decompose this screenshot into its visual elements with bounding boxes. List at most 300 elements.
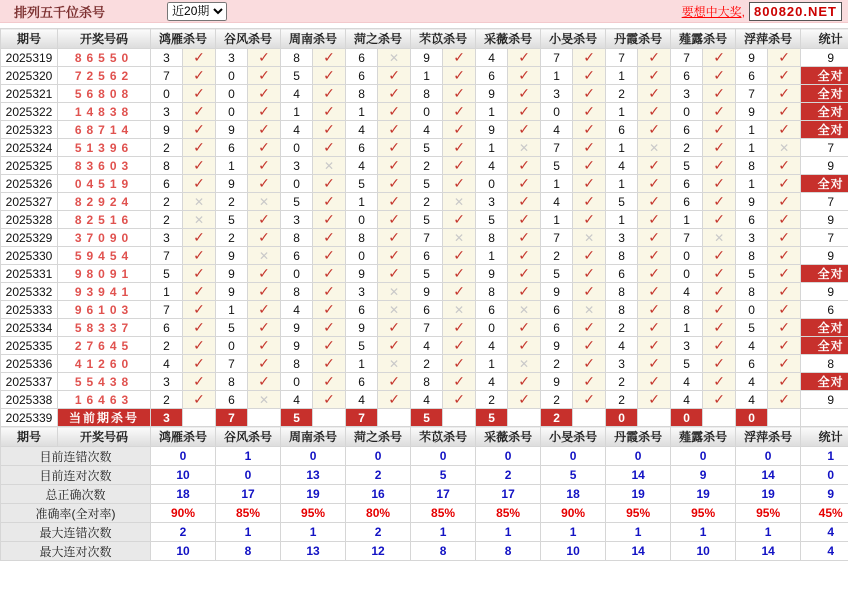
- kill-number-cell: 2: [606, 373, 638, 391]
- check-icon: ✓: [183, 85, 216, 103]
- topbar: [0, 0, 848, 23]
- check-icon: ✓: [183, 103, 216, 121]
- expert-column-header: 采薇杀号: [476, 29, 541, 49]
- kill-number-cell: 0: [476, 319, 508, 337]
- footer-stat-value: 17: [411, 485, 476, 504]
- current-kill-badge: 7: [216, 409, 248, 427]
- check-icon: ✓: [508, 373, 541, 391]
- check-icon: ✓: [508, 175, 541, 193]
- footer-stat-row: [1, 466, 848, 485]
- check-icon: ✓: [703, 355, 736, 373]
- check-icon: ✓: [183, 121, 216, 139]
- footer-stat-value: 1: [216, 447, 281, 466]
- kill-number-cell: 4: [281, 85, 313, 103]
- kill-number-cell: 4: [346, 391, 378, 409]
- draw-number-cell: 82924: [58, 193, 151, 211]
- check-icon: ✓: [703, 319, 736, 337]
- kill-number-cell: 4: [411, 391, 443, 409]
- kill-number-cell: 7: [541, 229, 573, 247]
- footer-stat-value: 19: [606, 485, 671, 504]
- footer-stat-value: 14: [606, 542, 671, 561]
- kill-number-cell: 2: [151, 211, 183, 229]
- stat-cell: 9: [801, 211, 848, 229]
- period-cell: 2025332: [1, 283, 58, 301]
- footer-stat-value: 18: [151, 485, 216, 504]
- check-icon: ✓: [443, 49, 476, 67]
- check-icon: ✓: [183, 265, 216, 283]
- kill-number-cell: 9: [736, 49, 768, 67]
- check-icon: ✓: [768, 85, 801, 103]
- check-icon: ✓: [508, 229, 541, 247]
- footer-stat-label: 准确率(全对率): [1, 504, 151, 523]
- kill-number-cell: 3: [606, 229, 638, 247]
- cross-icon: ✕: [443, 301, 476, 319]
- footer-stat-value: 14: [736, 542, 801, 561]
- check-icon: ✓: [768, 157, 801, 175]
- check-icon: ✓: [443, 391, 476, 409]
- kill-number-cell: 4: [411, 121, 443, 139]
- kill-number-cell: 9: [736, 193, 768, 211]
- kill-number-cell: 8: [281, 229, 313, 247]
- kill-number-cell: 5: [411, 211, 443, 229]
- stat-cell: 7: [801, 229, 848, 247]
- kill-number-cell: 3: [151, 103, 183, 121]
- kill-number-cell: 4: [541, 193, 573, 211]
- draw-number-cell: 98091: [58, 265, 151, 283]
- check-icon: ✓: [573, 67, 606, 85]
- period-cell: 2025327: [1, 193, 58, 211]
- check-icon: ✓: [703, 193, 736, 211]
- kill-number-cell: 4: [736, 391, 768, 409]
- kill-number-cell: 4: [346, 121, 378, 139]
- kill-number-cell: 7: [151, 247, 183, 265]
- check-icon: ✓: [313, 265, 346, 283]
- check-icon: ✓: [703, 373, 736, 391]
- table-row: [1, 211, 848, 229]
- kill-number-cell: 5: [346, 337, 378, 355]
- draw-number-cell: 96103: [58, 301, 151, 319]
- kill-number-cell: 5: [736, 265, 768, 283]
- check-icon: ✓: [313, 283, 346, 301]
- empty-mark-cell: [313, 409, 346, 427]
- kill-number-cell: 2: [151, 139, 183, 157]
- draw-number-cell: 55438: [58, 373, 151, 391]
- check-icon: ✓: [768, 265, 801, 283]
- draw-number-cell: 58337: [58, 319, 151, 337]
- range-select[interactable]: [167, 2, 227, 21]
- kill-number-cell: 6: [346, 67, 378, 85]
- promo-link[interactable]: 要想中大奖,: [681, 4, 745, 19]
- period-cell: 2025324: [1, 139, 58, 157]
- check-icon: ✓: [768, 247, 801, 265]
- kill-number-cell: 3: [151, 229, 183, 247]
- kill-number-cell: 3: [671, 337, 703, 355]
- footer-stat-value: 8: [476, 542, 541, 561]
- kill-number-cell: 1: [606, 67, 638, 85]
- draw-number-cell: 59454: [58, 247, 151, 265]
- draw-number-cell: 82516: [58, 211, 151, 229]
- check-icon: ✓: [248, 175, 281, 193]
- page-title: 排列五千位杀号: [14, 4, 106, 20]
- check-icon: ✓: [638, 49, 671, 67]
- stat-cell: 6: [801, 301, 848, 319]
- check-icon: ✓: [183, 319, 216, 337]
- kill-number-cell: 7: [411, 319, 443, 337]
- check-icon: ✓: [638, 283, 671, 301]
- check-icon: ✓: [638, 355, 671, 373]
- check-icon: ✓: [638, 85, 671, 103]
- table-row: [1, 391, 848, 409]
- current-kill-badge: 3: [151, 409, 183, 427]
- check-icon: ✓: [378, 247, 411, 265]
- cross-icon: ✕: [768, 139, 801, 157]
- kill-number-cell: 5: [281, 67, 313, 85]
- check-icon: ✓: [638, 301, 671, 319]
- kill-number-cell: 6: [411, 301, 443, 319]
- kill-number-cell: 1: [346, 103, 378, 121]
- kill-number-cell: 8: [281, 283, 313, 301]
- kill-number-cell: 2: [151, 337, 183, 355]
- cross-icon: ✕: [638, 139, 671, 157]
- check-icon: ✓: [378, 85, 411, 103]
- empty-mark-cell: [703, 409, 736, 427]
- check-icon: ✓: [183, 139, 216, 157]
- check-icon: ✓: [183, 247, 216, 265]
- kill-number-cell: 9: [476, 121, 508, 139]
- kill-number-cell: 0: [346, 211, 378, 229]
- period-cell: 2025326: [1, 175, 58, 193]
- check-icon: ✓: [508, 49, 541, 67]
- check-icon: ✓: [508, 283, 541, 301]
- footer-stat-value: 0: [541, 447, 606, 466]
- kill-number-cell: 3: [671, 85, 703, 103]
- check-icon: ✓: [638, 373, 671, 391]
- footer-stat-row: [1, 542, 848, 561]
- kill-number-cell: 1: [736, 139, 768, 157]
- kill-number-cell: 8: [411, 373, 443, 391]
- check-icon: ✓: [183, 157, 216, 175]
- kill-number-cell: 7: [541, 139, 573, 157]
- kill-number-cell: 2: [151, 391, 183, 409]
- check-icon: ✓: [378, 265, 411, 283]
- kill-number-cell: 7: [411, 229, 443, 247]
- expert-column-header: 周南杀号: [281, 29, 346, 49]
- check-icon: ✓: [508, 157, 541, 175]
- kill-number-cell: 7: [541, 49, 573, 67]
- kill-number-cell: 7: [736, 85, 768, 103]
- kill-number-cell: 3: [476, 193, 508, 211]
- kill-number-cell: 6: [346, 49, 378, 67]
- check-icon: ✓: [443, 337, 476, 355]
- kill-number-cell: 5: [476, 211, 508, 229]
- check-icon: ✓: [443, 319, 476, 337]
- table-row: [1, 229, 848, 247]
- kill-number-cell: 4: [671, 373, 703, 391]
- check-icon: ✓: [508, 247, 541, 265]
- stat-column-header: 统计: [801, 29, 848, 49]
- check-icon: ✓: [703, 301, 736, 319]
- kill-number-cell: 0: [281, 373, 313, 391]
- draw-number-cell: 04519: [58, 175, 151, 193]
- kill-number-cell: 8: [736, 157, 768, 175]
- empty-mark-cell: [378, 409, 411, 427]
- stat-cell: 7: [801, 139, 848, 157]
- empty-mark-cell: [573, 409, 606, 427]
- table-header-row: [1, 29, 848, 49]
- check-icon: ✓: [378, 337, 411, 355]
- current-kill-badge: 5: [411, 409, 443, 427]
- footer-stat-value: 95%: [671, 504, 736, 523]
- check-icon: ✓: [573, 355, 606, 373]
- table-row: [1, 265, 848, 283]
- kill-number-cell: 1: [606, 211, 638, 229]
- empty-mark-cell: [248, 409, 281, 427]
- check-icon: ✓: [638, 247, 671, 265]
- check-icon: ✓: [443, 139, 476, 157]
- check-icon: ✓: [313, 337, 346, 355]
- period-cell: 2025328: [1, 211, 58, 229]
- kill-number-cell: 8: [216, 373, 248, 391]
- kill-number-cell: 0: [671, 103, 703, 121]
- draw-number-cell: 56808: [58, 85, 151, 103]
- kill-number-cell: 2: [151, 193, 183, 211]
- period-cell: 2025335: [1, 337, 58, 355]
- check-icon: ✓: [313, 319, 346, 337]
- check-icon: ✓: [768, 229, 801, 247]
- check-icon: ✓: [768, 283, 801, 301]
- check-icon: ✓: [573, 175, 606, 193]
- check-icon: ✓: [443, 283, 476, 301]
- kill-number-cell: 8: [671, 301, 703, 319]
- table-row: [1, 175, 848, 193]
- cross-icon: ✕: [508, 355, 541, 373]
- check-icon: ✓: [703, 121, 736, 139]
- kill-number-cell: 5: [411, 139, 443, 157]
- check-icon: ✓: [768, 355, 801, 373]
- expert-column-header: 薤露杀号: [671, 427, 736, 447]
- check-icon: ✓: [248, 121, 281, 139]
- check-icon: ✓: [638, 337, 671, 355]
- footer-stat-value: 0: [606, 447, 671, 466]
- full-correct-badge: 全对: [801, 319, 848, 337]
- period-cell: 2025329: [1, 229, 58, 247]
- check-icon: ✓: [248, 229, 281, 247]
- check-icon: ✓: [443, 355, 476, 373]
- kill-number-cell: 2: [671, 139, 703, 157]
- full-correct-badge: 全对: [801, 337, 848, 355]
- draw-number-cell: 68714: [58, 121, 151, 139]
- stat-cell: 7: [801, 193, 848, 211]
- check-icon: ✓: [248, 103, 281, 121]
- kill-number-cell: 9: [281, 319, 313, 337]
- cross-icon: ✕: [183, 193, 216, 211]
- kill-number-cell: 1: [541, 211, 573, 229]
- footer-stat-value: 5: [541, 466, 606, 485]
- kill-number-cell: 4: [671, 391, 703, 409]
- expert-column-header: 菏之杀号: [346, 427, 411, 447]
- full-correct-badge: 全对: [801, 85, 848, 103]
- check-icon: ✓: [638, 229, 671, 247]
- check-icon: ✓: [183, 229, 216, 247]
- kill-number-cell: 4: [736, 337, 768, 355]
- footer-stat-value: 0: [411, 447, 476, 466]
- footer-stat-row: [1, 447, 848, 466]
- kill-number-cell: 3: [736, 229, 768, 247]
- footer-stat-value: 18: [541, 485, 606, 504]
- kill-number-cell: 0: [671, 265, 703, 283]
- check-icon: ✓: [183, 49, 216, 67]
- check-icon: ✓: [313, 373, 346, 391]
- check-icon: ✓: [638, 193, 671, 211]
- period-column-header: 期号: [1, 427, 58, 447]
- check-icon: ✓: [443, 157, 476, 175]
- footer-stat-total: 9: [801, 485, 848, 504]
- kill-number-cell: 1: [476, 247, 508, 265]
- footer-stat-value: 13: [281, 542, 346, 561]
- kill-number-cell: 0: [281, 139, 313, 157]
- kill-number-cell: 2: [606, 319, 638, 337]
- cross-icon: ✕: [703, 229, 736, 247]
- footer-stat-label: 总正确次数: [1, 485, 151, 504]
- kill-number-cell: 7: [671, 229, 703, 247]
- expert-column-header: 芣苡杀号: [411, 427, 476, 447]
- footer-stat-label: 最大连错次数: [1, 523, 151, 542]
- kill-number-cell: 6: [151, 175, 183, 193]
- check-icon: ✓: [248, 67, 281, 85]
- kill-number-cell: 2: [606, 391, 638, 409]
- kill-number-cell: 6: [671, 121, 703, 139]
- kill-number-cell: 6: [736, 355, 768, 373]
- kill-number-cell: 3: [281, 211, 313, 229]
- kill-number-cell: 4: [476, 49, 508, 67]
- check-icon: ✓: [183, 337, 216, 355]
- expert-column-header: 浮萍杀号: [736, 29, 801, 49]
- expert-column-header: 小旻杀号: [541, 29, 606, 49]
- table-row: [1, 103, 848, 121]
- check-icon: ✓: [508, 103, 541, 121]
- check-icon: ✓: [768, 211, 801, 229]
- kill-number-cell: 8: [281, 49, 313, 67]
- kill-number-cell: 1: [411, 67, 443, 85]
- check-icon: ✓: [508, 337, 541, 355]
- check-icon: ✓: [573, 121, 606, 139]
- kill-number-cell: 5: [541, 157, 573, 175]
- check-icon: ✓: [313, 211, 346, 229]
- kill-number-cell: 6: [736, 211, 768, 229]
- check-icon: ✓: [248, 355, 281, 373]
- check-icon: ✓: [508, 391, 541, 409]
- check-icon: ✓: [248, 337, 281, 355]
- check-icon: ✓: [768, 49, 801, 67]
- period-cell: 2025331: [1, 265, 58, 283]
- kill-number-cell: 9: [216, 283, 248, 301]
- table-row: [1, 373, 848, 391]
- footer-stat-value: 1: [411, 523, 476, 542]
- current-kill-badge: 5: [476, 409, 508, 427]
- footer-stat-value: 9: [671, 466, 736, 485]
- footer-stat-label: 目前连对次数: [1, 466, 151, 485]
- kill-number-cell: 5: [411, 175, 443, 193]
- kill-number-cell: 5: [411, 265, 443, 283]
- check-icon: ✓: [703, 85, 736, 103]
- check-icon: ✓: [248, 283, 281, 301]
- kill-number-cell: 9: [541, 283, 573, 301]
- footer-stat-total: 45%: [801, 504, 848, 523]
- footer-stat-value: 8: [216, 542, 281, 561]
- kill-number-cell: 3: [281, 157, 313, 175]
- footer-stat-value: 90%: [151, 504, 216, 523]
- footer-stat-total: 1: [801, 447, 848, 466]
- check-icon: ✓: [443, 85, 476, 103]
- kill-number-cell: 1: [151, 283, 183, 301]
- kill-number-cell: 7: [151, 67, 183, 85]
- footer-stat-value: 2: [346, 466, 411, 485]
- period-column-header: 期号: [1, 29, 58, 49]
- kill-number-cell: 4: [671, 283, 703, 301]
- cross-icon: ✕: [443, 229, 476, 247]
- draw-number-cell: 72562: [58, 67, 151, 85]
- current-period-row: [1, 409, 848, 427]
- draw-number-cell: 41260: [58, 355, 151, 373]
- kill-number-cell: 6: [671, 67, 703, 85]
- kill-number-cell: 8: [281, 355, 313, 373]
- draw-number-cell: 83603: [58, 157, 151, 175]
- check-icon: ✓: [313, 85, 346, 103]
- full-correct-badge: 全对: [801, 265, 848, 283]
- check-icon: ✓: [313, 301, 346, 319]
- kill-number-cell: 6: [606, 265, 638, 283]
- kill-number-cell: 9: [411, 283, 443, 301]
- footer-stat-value: 1: [736, 523, 801, 542]
- empty-stat-cell: [801, 409, 848, 427]
- footer-stat-value: 95%: [736, 504, 801, 523]
- footer-stat-value: 19: [671, 485, 736, 504]
- kill-number-cell: 1: [671, 319, 703, 337]
- check-icon: ✓: [183, 355, 216, 373]
- current-kill-badge: 0: [671, 409, 703, 427]
- draw-number-cell: 93941: [58, 283, 151, 301]
- full-correct-badge: 全对: [801, 373, 848, 391]
- check-icon: ✓: [183, 175, 216, 193]
- kill-number-cell: 9: [281, 337, 313, 355]
- footer-stat-row: [1, 523, 848, 542]
- check-icon: ✓: [703, 283, 736, 301]
- table-row: [1, 49, 848, 67]
- footer-stat-value: 0: [281, 447, 346, 466]
- kill-number-cell: 6: [671, 193, 703, 211]
- expert-column-header: 芣苡杀号: [411, 29, 476, 49]
- kill-number-cell: 8: [346, 229, 378, 247]
- footer-stat-value: 1: [541, 523, 606, 542]
- stat-cell: 9: [801, 391, 848, 409]
- footer-stat-value: 10: [541, 542, 606, 561]
- table-row: [1, 337, 848, 355]
- kill-number-cell: 9: [346, 265, 378, 283]
- period-cell: 2025333: [1, 301, 58, 319]
- kill-number-cell: 3: [346, 283, 378, 301]
- cross-icon: ✕: [378, 301, 411, 319]
- kill-number-cell: 9: [736, 103, 768, 121]
- kill-number-cell: 9: [476, 265, 508, 283]
- kill-number-cell: 1: [216, 301, 248, 319]
- check-icon: ✓: [768, 337, 801, 355]
- cross-icon: ✕: [573, 229, 606, 247]
- footer-stat-label: 最大连对次数: [1, 542, 151, 561]
- kill-number-cell: 4: [606, 337, 638, 355]
- kill-number-cell: 1: [216, 157, 248, 175]
- kill-number-cell: 0: [671, 247, 703, 265]
- check-icon: ✓: [703, 49, 736, 67]
